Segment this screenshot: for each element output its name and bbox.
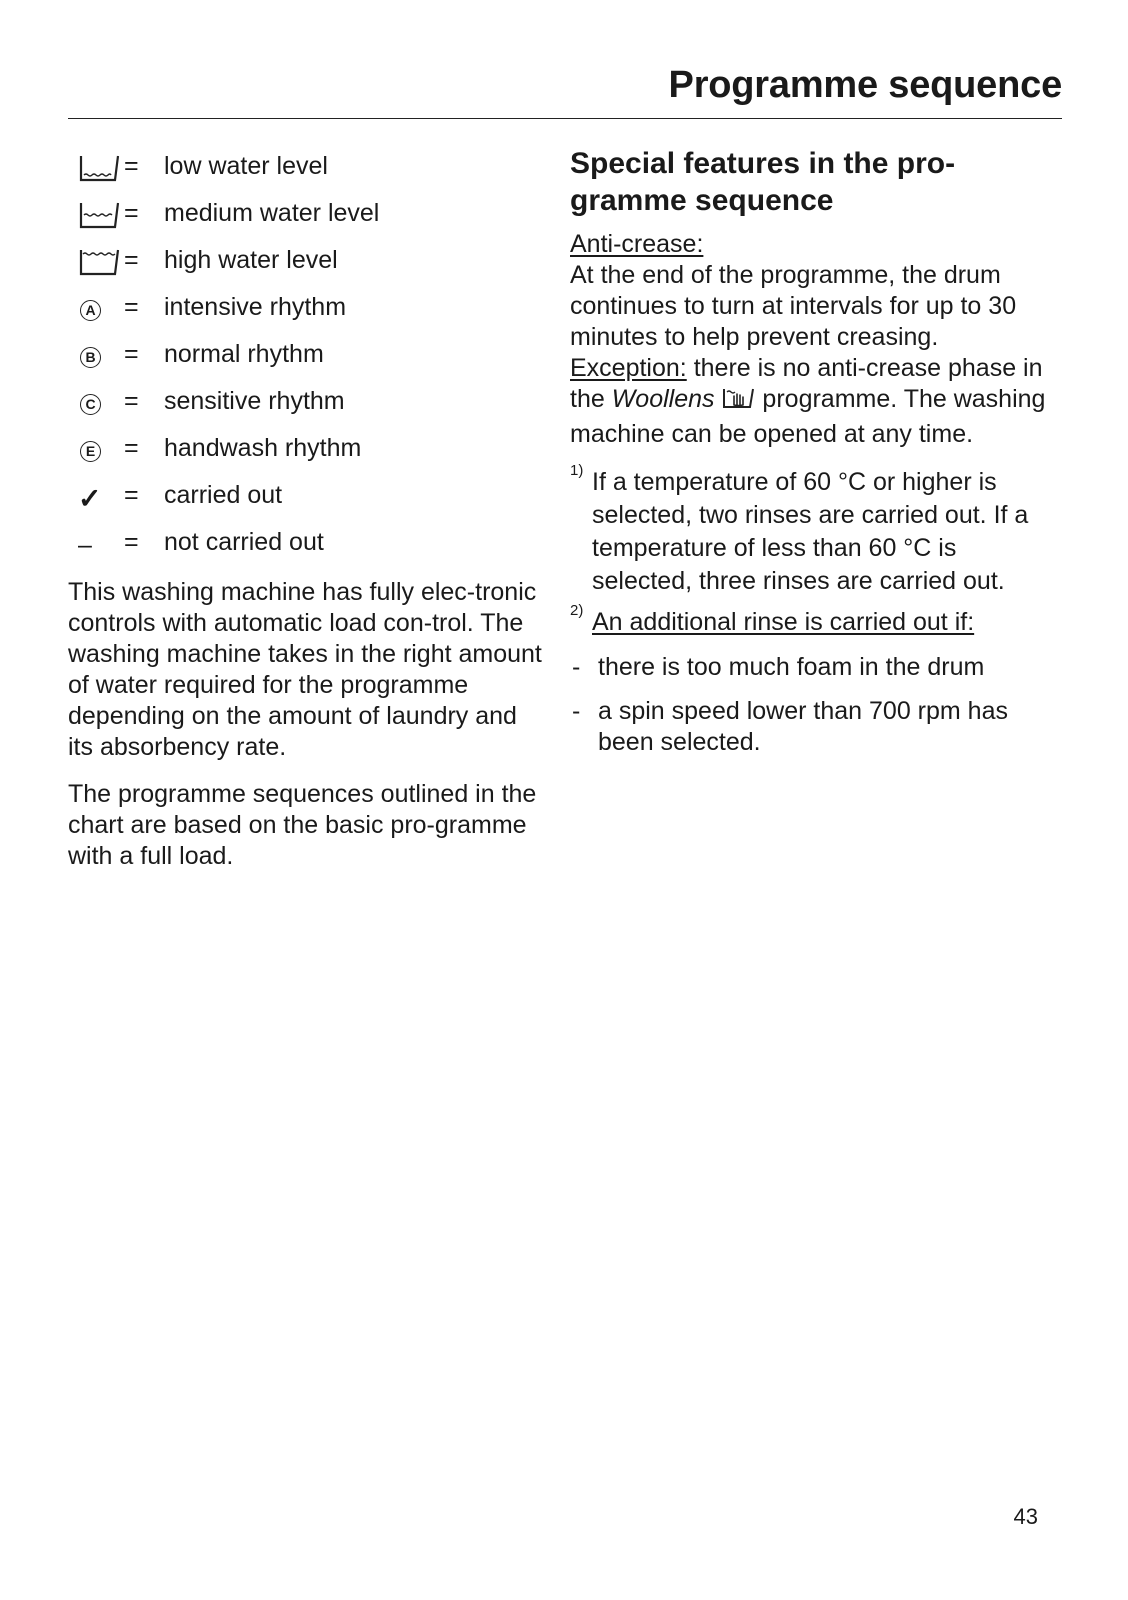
dash-icon: – [78,530,92,559]
legend-item: ✓ = carried out [78,481,283,514]
page-number: 43 [1013,1504,1038,1529]
intensive-rhythm-icon: A [80,300,101,321]
legend-label: carried out [164,481,283,509]
list-item: - there is too much foam in the drum [572,653,985,681]
medium-water-level-icon [78,199,124,233]
anticrease-text: At the end of the programme, the drum continues to turn at intervals for up to 30 minutes to help prevent creasing. [570,261,1017,351]
footnote-1: 1) If a temperature of 60 °C or higher is selected, two rinses are carried out. If a temperature of less than 60 °C is selected, three rinses are carried out. [570,462,1029,595]
list-item: - a spin speed lower than 700 rpm has been selected. [572,697,1008,756]
legend-label: low water level [164,152,328,180]
legend-item: E = handwash rhythm [68,430,548,477]
footnote-2: 2) An additional rinse is carried out if: [570,602,975,636]
legend-item: – = not carried out [78,528,324,559]
legend-label: handwash rhythm [164,434,362,462]
exception-label: Exception: [570,354,687,382]
sensitive-rhythm-icon: C [80,394,101,415]
normal-rhythm-icon: B [80,347,101,368]
legend-label: sensitive rhythm [164,387,345,415]
symbol-legend [68,148,548,571]
intro-text [68,577,548,872]
handwash-rhythm-icon: E [80,441,101,462]
section-heading: Special features in the pro-gramme sequence [570,147,956,217]
legend-label: normal rhythm [164,340,324,368]
legend-item: = low water level [68,148,548,195]
legend-label: intensive rhythm [164,293,347,321]
high-water-level-icon [78,246,124,280]
legend-label: not carried out [164,528,324,556]
legend-item: C = sensitive rhythm [68,383,548,430]
intro-paragraph: This washing machine has fully elec-tronic controls with automatic load con-trol. The washing machine takes in the right amount of water required for the programme depending on the amount of laundry and its absorbency rate. [68,578,542,761]
intro-paragraph: The programme sequences outlined in the chart are based on the basic pro-gramme with a full load. [68,780,537,870]
header-divider [68,118,1062,119]
legend-label: high water level [164,246,338,274]
woollens-programme: Woollens [611,385,715,413]
legend-label: medium water level [164,199,380,227]
page-title: Programme sequence [668,64,1062,106]
anticrease-label: Anti-crease: [570,230,704,258]
legend-item: A = intensive rhythm [68,289,548,336]
legend-item: B = normal rhythm [68,336,548,383]
check-icon: ✓ [78,482,102,514]
legend-item: = high water level [68,242,548,289]
woollens-icon [721,385,755,419]
low-water-level-icon [78,152,124,186]
special-features-section: Special features in the pro-gramme sequence Anti-crease: At the end of the programme, the drum continues to turn at intervals for up to 30 minutes to help prevent creasing. Exception: there is no anti-crease phase in the Woollens programme. The washing machine can be opened at any time. 1) If a temperature of 60 °C or higher is selected, two rinses are carried out. If a temperature of less than 60 °C is selected, three rinses are carried out. 2) An additional rinse is carried out if: - there is too much foam in the drum - a spin speed lower than 700 rpm has been selected. [570,145,1050,758]
legend-item: = medium water level [68,195,548,242]
